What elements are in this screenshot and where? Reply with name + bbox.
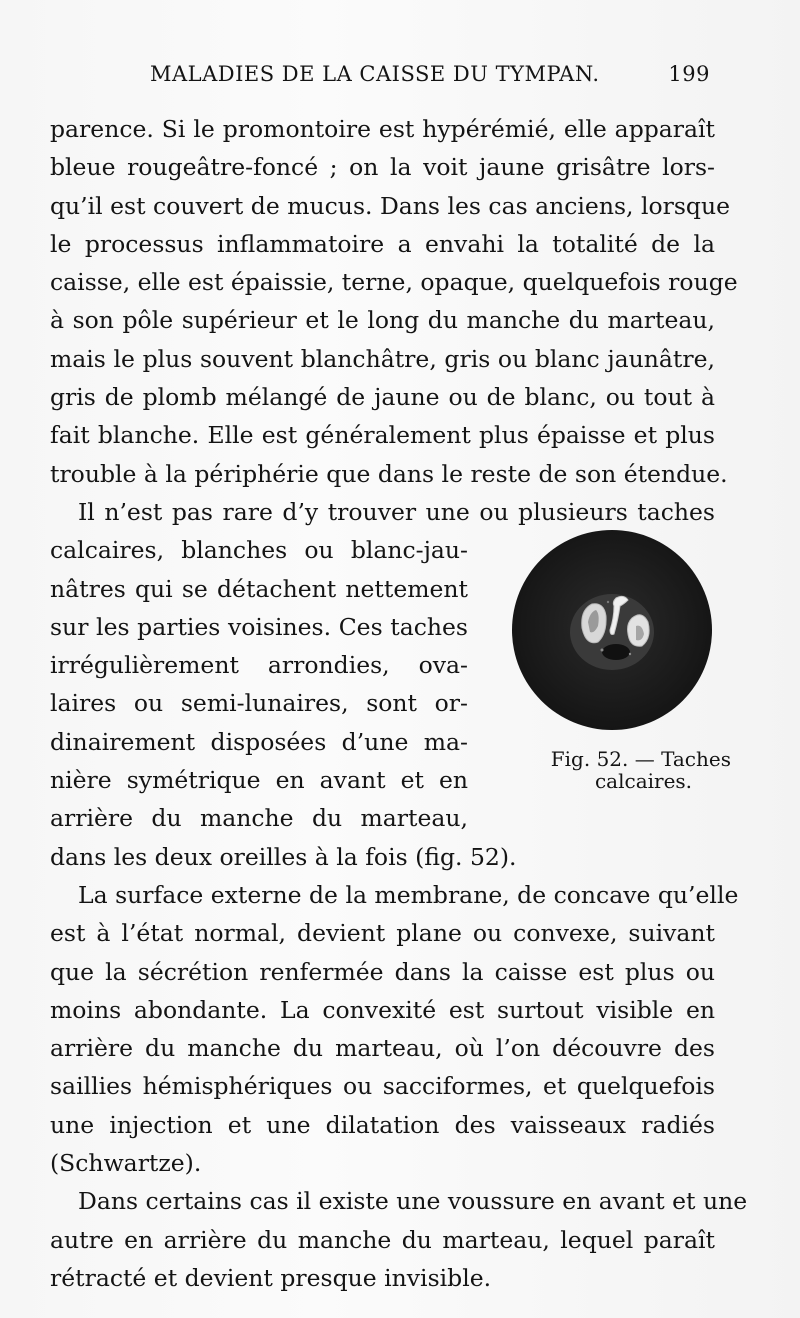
- text-line: caisse, elle est épaissie, terne, opaque, quelquefois rouge: [50, 268, 738, 297]
- figure-52-illustration: [512, 530, 712, 730]
- text-line: bleue rougeâtre-foncé ; on la voit jaune grisâtre lors-: [50, 153, 715, 182]
- text-line: saillies hémisphériques ou sacciformes, et quelquefois: [50, 1072, 715, 1101]
- dark-reflex-patch: [602, 644, 630, 660]
- text-line: arrière du manche du marteau, où l’on découvre des: [50, 1034, 715, 1063]
- text-line: calcaires, blanches ou blanc-jau-: [50, 536, 468, 565]
- text-line: La surface externe de la membrane, de concave qu’elle: [78, 880, 739, 909]
- calcareous-spots-drawing: [512, 530, 712, 730]
- speckle: [629, 653, 631, 655]
- running-title: MALADIES DE LA CAISSE DU TYMPAN.: [150, 62, 600, 86]
- text-line: nâtres qui se détachent nettement: [50, 574, 468, 603]
- text-line: sur les parties voisines. Ces taches: [50, 612, 468, 641]
- speckle: [601, 649, 604, 652]
- text-line: que la sécrétion renfermée dans la caisse est plus ou: [50, 957, 715, 986]
- text-line: fait blanche. Elle est généralement plus épaisse et plus: [50, 421, 715, 450]
- text-line: qu’il est couvert de mucus. Dans les cas anciens, lorsque: [50, 191, 731, 220]
- text-line: (Schwartze).: [50, 1149, 202, 1178]
- text-line: est à l’état normal, devient plane ou convexe, suivant: [50, 919, 715, 948]
- text-line: arrière du manche du marteau,: [50, 804, 468, 833]
- text-line: irrégulièrement arrondies, ova-: [50, 651, 468, 680]
- page-header: [150, 62, 710, 86]
- text-line: dans les deux oreilles à la fois (fig. 52).: [50, 842, 517, 871]
- text-line: trouble à la périphérie que dans le reste de son étendue.: [50, 459, 728, 488]
- page-number: 199: [668, 62, 710, 86]
- text-line: parence. Si le promontoire est hypérémié, elle apparaît: [50, 115, 715, 143]
- speckle: [607, 601, 609, 603]
- text-line: nière symétrique en avant et en: [50, 766, 468, 795]
- caption-line-1: Fig. 52. — Taches: [550, 747, 731, 771]
- text-line: rétracté et devient presque invisible.: [50, 1263, 492, 1292]
- text-line: Dans certains cas il existe une voussure en avant et une: [78, 1187, 748, 1216]
- figure-caption: [516, 748, 731, 792]
- text-line: autre en arrière du manche du marteau, lequel paraît: [50, 1225, 715, 1254]
- text-line: à son pôle supérieur et le long du manche du marteau,: [50, 306, 715, 335]
- text-line: une injection et une dilatation des vaisseaux radiés: [50, 1110, 715, 1139]
- text-line: laires ou semi-lunaires, sont or-: [50, 689, 468, 718]
- text-line: moins abondante. La convexité est surtout visible en: [50, 995, 715, 1024]
- text-line: le processus inflammatoire a envahi la totalité de la: [50, 229, 715, 258]
- caption-line-2: calcaires.: [594, 769, 693, 793]
- text-line: mais le plus souvent blanchâtre, gris ou blanc jaunâtre,: [50, 344, 715, 373]
- text-line: gris de plomb mélangé de jaune ou de blanc, ou tout à: [50, 383, 715, 412]
- text-line: dinairement disposées d’une ma-: [50, 727, 468, 756]
- text-line: Il n’est pas rare d’y trouver une ou plusieurs taches: [78, 497, 715, 526]
